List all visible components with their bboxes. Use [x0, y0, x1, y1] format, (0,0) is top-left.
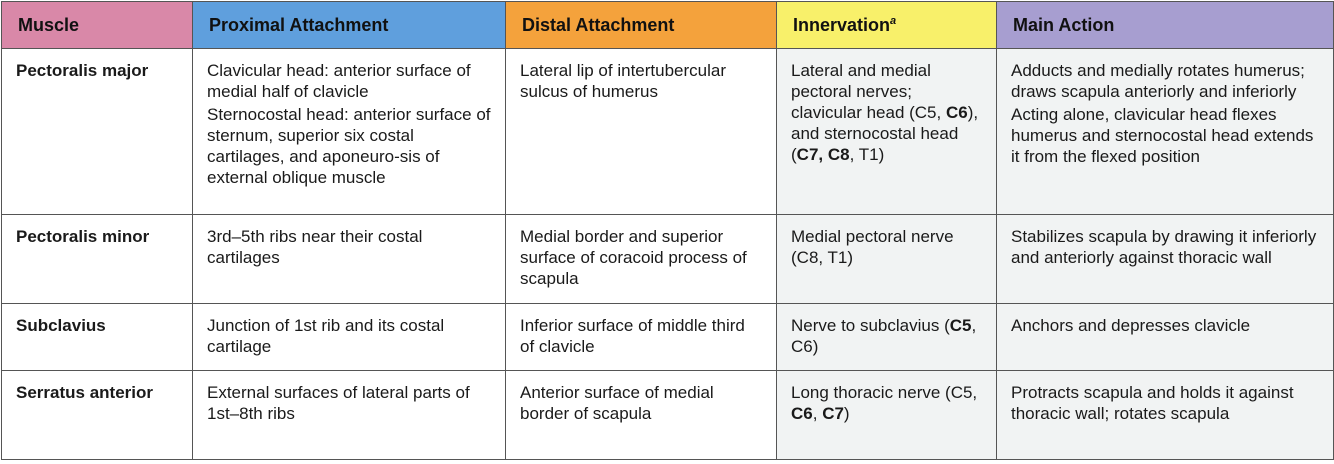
action-paragraph: Protracts scapula and holds it against thoracic wall; rotates scapula — [1011, 383, 1294, 423]
proximal-cell — [193, 49, 506, 215]
table-row — [2, 49, 1334, 215]
innervation-cell — [777, 304, 997, 371]
distal-paragraph: Medial border and superior surface of coracoid process of scapula — [520, 227, 747, 288]
innervation-segment: ), and sternocostal head ( — [791, 103, 979, 164]
proximal-paragraph: 3rd–5th ribs near their costal cartilages — [207, 227, 423, 267]
muscle-cell: Serratus anterior — [2, 371, 193, 460]
innervation-segment: , C6) — [791, 316, 977, 356]
innervation-segment: Medial pectoral nerve (C8, T1) — [791, 227, 954, 267]
proximal-cell — [193, 304, 506, 371]
header-main-action: Main Action — [997, 2, 1334, 49]
muscle-cell: Pectoralis major — [2, 49, 193, 215]
action-cell — [997, 371, 1334, 460]
muscle-cell: Subclavius — [2, 304, 193, 371]
distal-cell — [506, 49, 777, 215]
action-paragraph: Anchors and depresses clavicle — [1011, 316, 1251, 335]
proximal-paragraph: External surfaces of lateral parts of 1st–8th ribs — [207, 383, 470, 423]
distal-paragraph: Lateral lip of intertubercular sulcus of humerus — [520, 61, 727, 101]
distal-paragraph: Inferior surface of middle third of clavicle — [520, 316, 745, 356]
innervation-segment: Long thoracic nerve (C5, — [791, 383, 978, 402]
header-row — [2, 2, 1334, 49]
table-row — [2, 304, 1334, 371]
muscle-table — [1, 1, 1334, 460]
action-cell — [997, 304, 1334, 371]
proximal-cell — [193, 215, 506, 304]
innervation-segment: C7, C8 — [796, 145, 850, 164]
header-proximal-attachment: Proximal Attachment — [193, 2, 506, 49]
proximal-cell — [193, 371, 506, 460]
distal-cell — [506, 215, 777, 304]
innervation-segment: , T1) — [849, 145, 885, 164]
table-row — [2, 371, 1334, 460]
header-innervation — [777, 2, 997, 49]
innervation-segment: ) — [843, 404, 850, 423]
muscle-cell: Pectoralis minor — [2, 215, 193, 304]
action-paragraph: Stabilizes scapula by drawing it inferiorly and anteriorly against thoracic wall — [1011, 227, 1317, 267]
action-paragraph: Acting alone, clavicular head flexes humerus and sternocostal head extends it from the flexed position — [1011, 105, 1314, 166]
table-body — [2, 49, 1334, 460]
header-muscle: Muscle — [2, 2, 193, 49]
innervation-segment: , — [812, 404, 823, 423]
innervation-footnote-marker: a — [890, 14, 897, 27]
innervation-cell — [777, 49, 997, 215]
distal-cell — [506, 304, 777, 371]
proximal-paragraph: Junction of 1st rib and its costal cartilage — [207, 316, 445, 356]
innervation-cell — [777, 215, 997, 304]
distal-paragraph: Anterior surface of medial border of scapula — [520, 383, 714, 423]
innervation-segment: Nerve to subclavius ( — [791, 316, 950, 335]
proximal-paragraph: Clavicular head: anterior surface of medial half of clavicle — [207, 61, 471, 101]
innervation-segment: C6 — [791, 404, 813, 423]
innervation-cell — [777, 371, 997, 460]
header-distal-attachment: Distal Attachment — [506, 2, 777, 49]
innervation-segment: C5 — [949, 316, 972, 335]
innervation-segment: Lateral and medial pectoral nerves; clavicular head (C5, — [791, 61, 946, 122]
innervation-segment: C7 — [822, 404, 844, 423]
header-innervation-label: Innervation — [793, 14, 891, 35]
proximal-paragraph: Sternocostal head: anterior surface of sternum, superior six costal cartilages, and aponeuro-sis of external oblique muscle — [207, 105, 491, 187]
action-cell — [997, 215, 1334, 304]
action-paragraph: Adducts and medially rotates humerus; draws scapula anteriorly and inferiorly — [1011, 61, 1305, 101]
table-row — [2, 215, 1334, 304]
innervation-segment: C6 — [945, 103, 968, 122]
distal-cell — [506, 371, 777, 460]
action-cell — [997, 49, 1334, 215]
